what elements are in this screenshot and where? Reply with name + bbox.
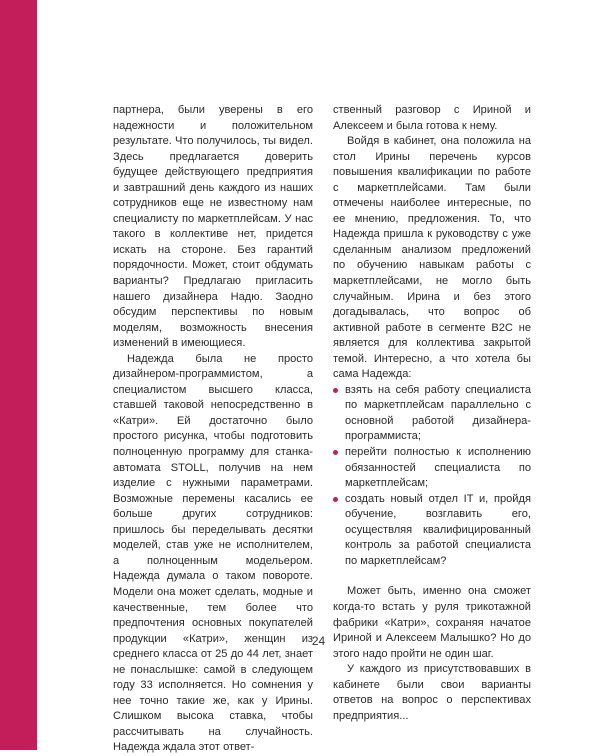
paragraph: Надежда была не просто дизайнером-программистом, а специалистом высшего класса, ставшей таковой непосредственно в «Катри». Ей достаточно было простого рисунка, чтобы подготовить полноценную программу для станка-автомата STOLL, получив на нем изделие с нужными параметрами. Возможные перемены касались ее больше других сотрудников: пришлось бы переделывать десятки моделей, став уже не исполнителем, а полноценным модельером. Надежда думала о таком повороте. Модели она может сделать, модные и качественные, тем более что предпочтения основных покупателей продукции «Катри», женщин из среднего класса от 25 до 44 лет, знает не понаслышке: самой в следующем году 33 исполняется. Но сомнения у нее точно такие же, как у Ирины. Слишком высока ставка, чтобы рассчитывать на случайность. Надежда ждала этот ответ- xyxy=(113,352,313,754)
page-number: 24 xyxy=(311,634,326,648)
paragraph: Войдя в кабинет, она положила на стол Ирины перечень курсов повышения квалификации по работе с маркетплейсами. Там были отмечены наиболее интересные, по ее мнению, предложения. То, что Надежда пришла к руководству с уже сделанным анализом предложений по обучению навыкам работы с маркетплейсами, не могло быть случайным. Ирина и без этого догадывалась, что вопрос об активной работе в сегменте B2C не является для коллектива закрытой темой. Интересно, а что хотела бы сама Надежда: xyxy=(333,135,531,381)
list-item: создать новый отдел IT и, пройдя обучение, возглавить его, осуществляя квалифицированный контроль за работой специалиста по маркетплейсам? xyxy=(333,492,531,570)
list-item: перейти полностью к исполнению обязанностей специалиста по маркетплейсам; xyxy=(333,445,531,492)
paragraph: ственный разговор с Ириной и Алексеем и была готова к нему. xyxy=(333,104,531,132)
paragraph: партнера, были уверены в его надежности и положительном результате. Что получилось, ты видел. Здесь предлагается доверить будущее действующего предприятия и завтрашний день каждого из наших сотрудников еще не известному нам специалисту по маркетплейсам. У нас такого в коллективе нет, придется искать на стороне. Без гарантий порядочности. Может, стоит обдумать варианты? Предлагаю пригласить нашего дизайнера Надю. Заодно обсудим перспективы по новым моделям, возможность внесения изменений в имеющиеся. xyxy=(113,104,313,350)
paragraph: Может быть, именно она сможет когда-то встать у руля трикотажной фабрики «Катри», сохраняя начатое Ириной и Алексеем Малышко? Но до этого надо пройти не один шаг. xyxy=(333,585,531,660)
left-text-column xyxy=(113,103,313,756)
bullet-list xyxy=(333,383,531,570)
paragraph: У каждого из присутствовавших в кабинете были свои варианты ответов на вопрос о перспективах предприятия... xyxy=(333,663,531,722)
list-item: взять на себя работу специалиста по маркетплейсам параллельно с основной работой дизайнера-программиста; xyxy=(333,383,531,445)
right-text-column xyxy=(333,103,531,724)
